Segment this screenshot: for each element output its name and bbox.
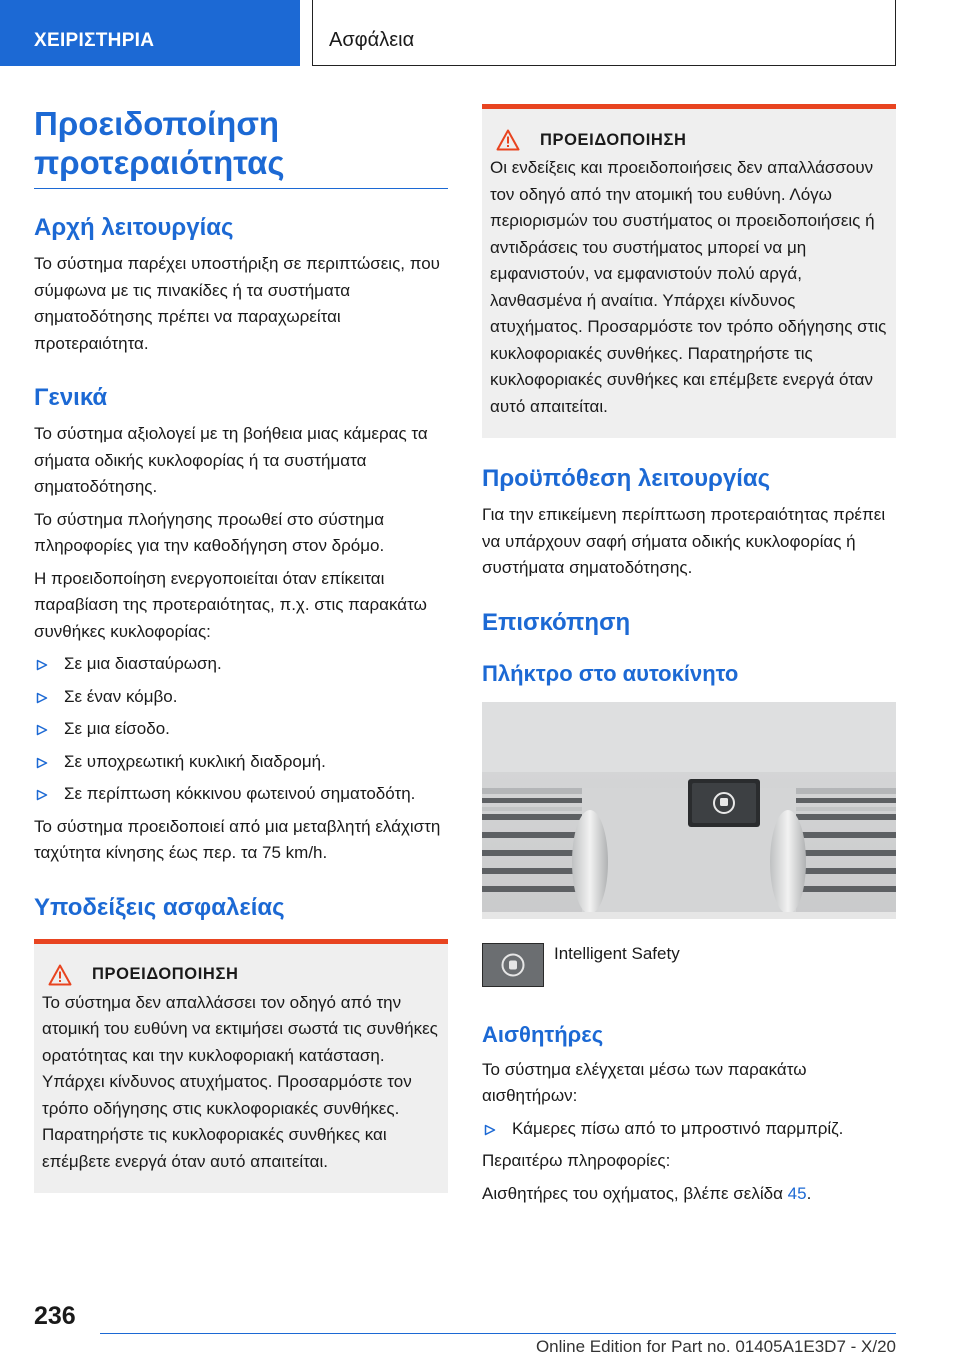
right-column <box>482 104 896 1213</box>
list-item-text: Κάμερες πίσω από το μπροστινό παρμπρίζ. <box>512 1118 844 1138</box>
section-tab[interactable]: ΧΕΙΡΙΣΤΗΡΙΑ <box>0 0 300 66</box>
general-heading: Γενικά <box>34 384 108 411</box>
safety-heading: Υποδείξεις ασφαλείας <box>34 893 285 921</box>
warning-title: ΠΡΟΕΙΔΟΠΟΙΗΣΗ <box>92 965 239 983</box>
list-item-text: Σε περίπτωση κόκκινου φωτεινού σηματοδότη. <box>64 784 416 803</box>
bullet-triangle-icon <box>36 757 48 769</box>
general-paragraph: Το σύστημα πλοήγησης προωθεί στο σύστημα πληροφορίες για την καθοδήγηση στον δρόμο. <box>34 509 385 555</box>
left-column <box>34 104 448 1203</box>
list-item <box>34 781 448 808</box>
page-title: Προειδοποίηση προτεραιότητας <box>34 104 448 189</box>
chapter-tab[interactable]: Ασφάλεια <box>312 0 896 66</box>
edition-text: Online Edition for Part no. 01405A1E3D7 - X/20 <box>535 1337 896 1356</box>
list-item <box>34 716 448 743</box>
more-info-text <box>482 1181 896 1208</box>
more-info-label: Περαιτέρω πληροφορίες: <box>482 1151 671 1170</box>
precondition-text: Για την επικείμενη περίπτωση προτεραιότητας πρέπει να υπάρχουν σαφή σήματα οδικής κυκλοφορίας ή συστήματα σηματοδότησης. <box>482 505 886 577</box>
list-item-text: Σε έναν κόμβο. <box>64 686 178 706</box>
intelligent-safety-button-icon <box>482 943 544 987</box>
list-item <box>34 684 448 711</box>
warning-text: Οι ενδείξεις και προειδοποιήσεις δεν απαλλάσσουν τον οδηγό από την ατομική του ευθύνη. Λόγω περιορισμών του συστήματος οι προειδοποιήσεις ή αντιδράσεις του συστήματος μπορεί να μη εμφανιστούν, να εμφανιστούν πολύ αργά, λανθασμένα ή αναίτια. Υπάρχει κίνδυνος ατυχήματος. Προσαρμόστε τον τρόπο οδήγησης στις κυκλοφοριακές συνθήκες. Παρατηρήστε τις κυκλοφοριακές συνθήκες και επέμβετε ενεργά όταν αυτό απαιτείται. <box>490 158 887 416</box>
list-item-text: Σε μια διασταύρωση. <box>64 654 222 673</box>
warning-header <box>490 129 888 151</box>
dashboard-button-photo <box>482 702 896 919</box>
speed-paragraph: Το σύστημα προειδοποιεί από μια μεταβλητή ελάχιστη ταχύτητα κίνησης έως περ. τα 75 km/h. <box>34 816 441 862</box>
bullet-triangle-icon <box>36 692 48 704</box>
bullet-triangle-icon <box>36 724 48 736</box>
list-item-text: Σε υποχρεωτική κυκλική διαδρομή. <box>64 751 326 771</box>
list-item <box>34 749 448 776</box>
button-heading: Πλήκτρο στο αυτοκίνητο <box>482 660 739 686</box>
general-paragraph: Το σύστημα αξιολογεί με τη βοήθεια μιας κάμερας τα σήματα οδικής κυκλοφορίας ή τα συστήματα σηματοδότησης. <box>34 424 428 496</box>
more-info-sentence: Αισθητήρες του οχήματος, βλέπε σελίδα <box>482 1183 783 1203</box>
car-shield-icon <box>500 952 526 978</box>
principle-heading: Αρχή λειτουργίας <box>34 214 234 241</box>
conditions-list <box>34 651 448 808</box>
list-item-text: Σε μια είσοδο. <box>64 719 170 738</box>
page-link[interactable]: 45 <box>787 1183 807 1203</box>
list-item <box>34 651 448 678</box>
warning-triangle-icon <box>48 964 72 986</box>
warning-box <box>482 104 896 438</box>
principle-text: Το σύστημα παρέχει υποστήριξη σε περιπτώσεις, που σύμφωνα με τις πινακίδες ή τα συστήματα σηματοδότησης πρέπει να παραχωρείται προτεραιότητα. <box>34 254 440 353</box>
bullet-triangle-icon <box>36 659 48 671</box>
list-item <box>482 1116 896 1143</box>
bullet-triangle-icon <box>36 789 48 801</box>
sentence-end: . <box>806 1183 812 1203</box>
sensors-text: Το σύστημα ελέγχεται μέσω των παρακάτω αισθητήρων: <box>482 1059 807 1105</box>
general-paragraph: Η προειδοποίηση ενεργοποιείται όταν επίκειται παραβίαση της προτεραιότητας, π.χ. στις παρακάτω συνθήκες κυκλοφορίας: <box>34 568 427 641</box>
page-number: 236 <box>34 1302 76 1330</box>
icon-legend-row <box>482 943 896 987</box>
precondition-heading: Προϋπόθεση λειτουργίας <box>482 465 771 492</box>
warning-title: ΠΡΟΕΙΔΟΠΟΙΗΣΗ <box>540 130 687 149</box>
sensors-heading: Αισθητήρες <box>482 1021 604 1047</box>
overview-heading: Επισκόπηση <box>482 608 631 636</box>
warning-triangle-icon <box>496 129 520 151</box>
warning-box <box>34 939 448 1194</box>
warning-header <box>42 964 440 986</box>
sensors-list <box>482 1116 896 1143</box>
page-header <box>0 0 960 66</box>
footer-divider <box>100 1333 896 1334</box>
warning-text: Το σύστημα δεν απαλλάσσει τον οδηγό από την ατομική του ευθύνη να εκτιμήσει σωστά τις συνθήκες ορατότητας και την κυκλοφοριακή κατάσταση. Υπάρχει κίνδυνος ατυχήματος. Προσαρμόστε τον τρόπο οδήγησης στις κυκλοφοριακές συνθήκες. Παρατηρήστε τις κυκλοφοριακές συνθήκες και επέμβετε ενεργά όταν αυτό απαιτείται. <box>42 992 438 1171</box>
bullet-triangle-icon <box>484 1124 496 1136</box>
intelligent-safety-label: Intelligent Safety <box>554 943 680 963</box>
